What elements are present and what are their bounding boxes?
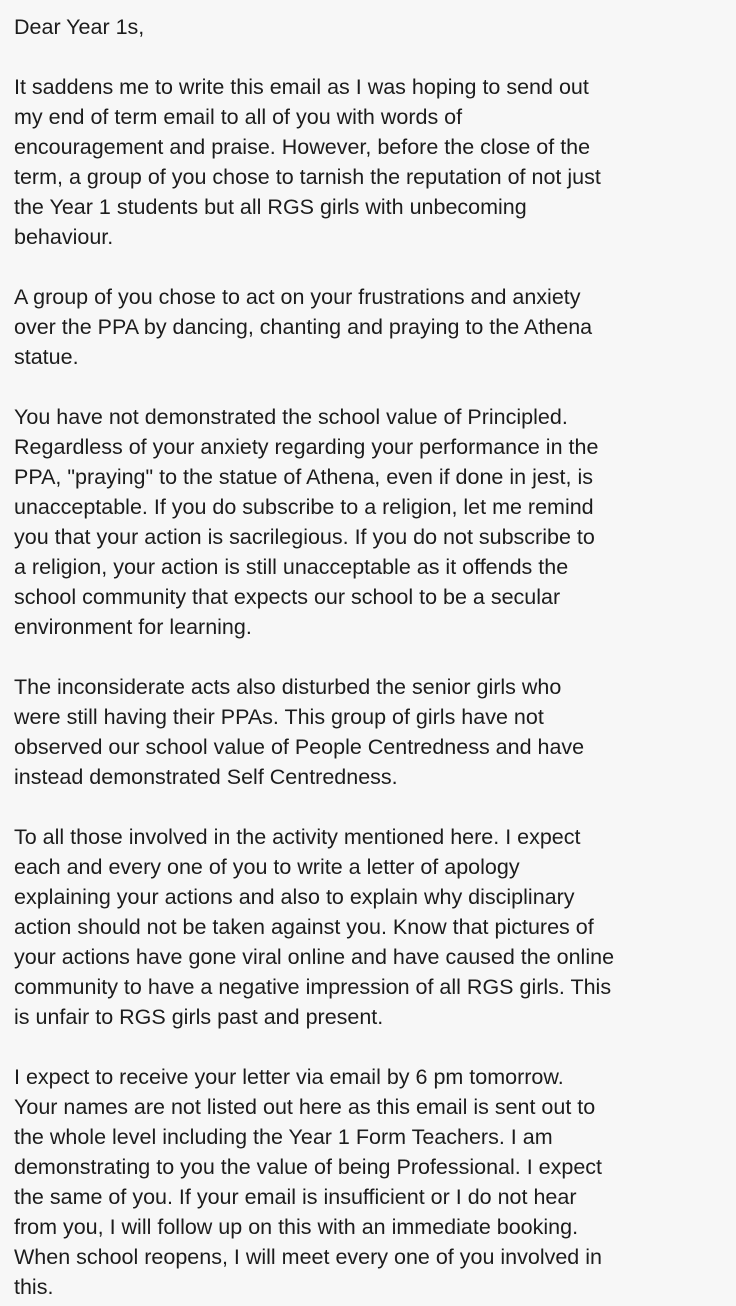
email-paragraph-1: It saddens me to write this email as I was hoping to send out my end of term email to all of you with words of encouragement and praise. However, before the close of the term, a group of you chose to tarnish the reputation of not just the Year 1 students but all RGS girls with unbecoming behaviour. — [14, 75, 601, 249]
email-paragraph-4: The inconsiderate acts also disturbed the senior girls who were still having their PPAs. This group of girls have not observed our school value of People Centredness and have instead demonstrated Self Centredness. — [14, 675, 585, 789]
email-greeting: Dear Year 1s, — [14, 15, 145, 39]
email-paragraph-5: To all those involved in the activity mentioned here. I expect each and every one of you to write a letter of apology explaining your actions and also to explain why disciplinary action should not be taken against you. Know that pictures of your actions have gone viral online and have caused the online community to have a negative impression of all RGS girls. This is unfair to RGS girls past and present. — [14, 825, 615, 1029]
email-paragraph-3: You have not demonstrated the school value of Principled. Regardless of your anxiety regarding your performance in the PPA, "praying" to the statue of Athena, even if done in jest, is unacceptable. If you do subscribe to a religion, let me remind you that your action is sacrilegious. If you do not subscribe to a religion, your action is still unacceptable as it offends the school community that expects our school to be a secular environment for learning. — [14, 405, 599, 639]
email-paragraph-6: I expect to receive your letter via email by 6 pm tomorrow. Your names are not listed out here as this email is sent out to the whole level including the Year 1 Form Teachers. I am demonstrating to you the value of being Professional. I expect the same of you. If your email is insufficient or I do not hear from you, I will follow up on this with an immediate booking. When school reopens, I will meet every one of you involved in this. — [14, 1065, 603, 1299]
email-paragraph-2: A group of you chose to act on your frustrations and anxiety over the PPA by dancing, chanting and praying to the Athena statue. — [14, 285, 593, 369]
